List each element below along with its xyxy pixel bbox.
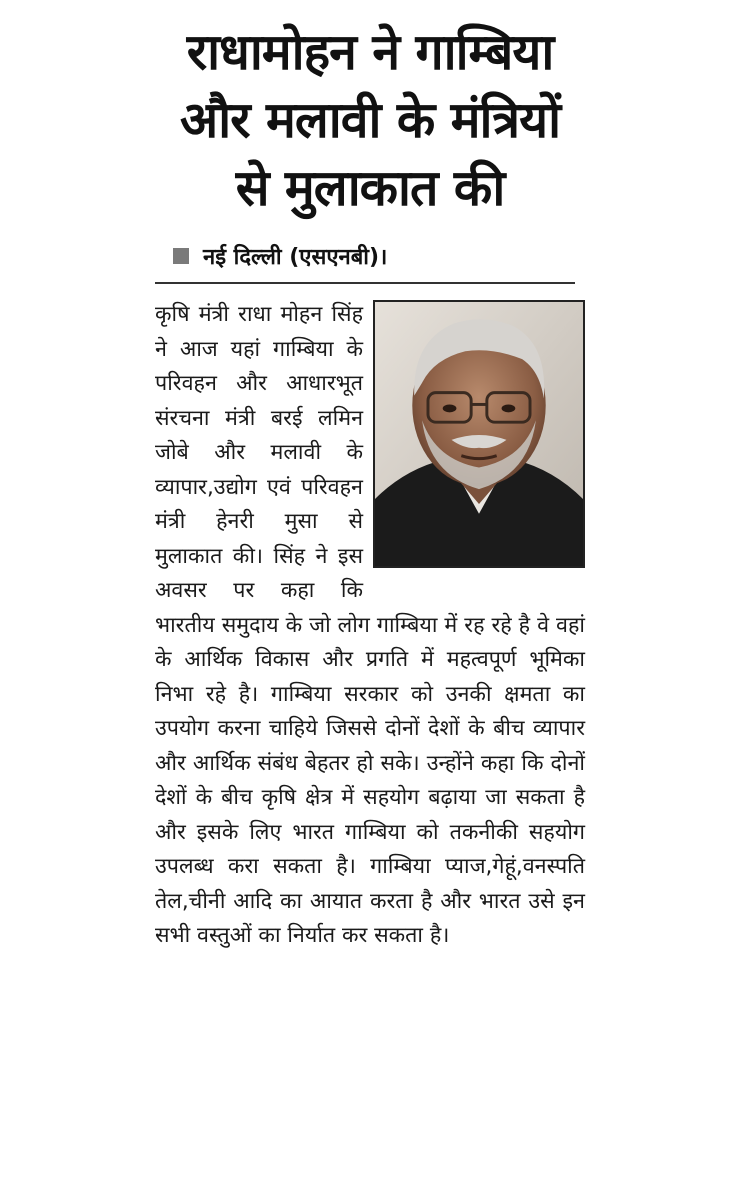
portrait-photo [373,300,585,568]
square-bullet-icon [173,248,189,264]
headline-line-1: राधामोहन ने गाम्बिया [186,23,554,81]
dateline-text: नई दिल्ली (एसएनबी)। [203,245,388,270]
news-clipping [155,0,585,1200]
dateline [155,238,585,274]
portrait-photo-icon [375,302,583,566]
article-body [155,298,585,954]
headline-line-3: से मुलाकात की [235,159,505,217]
headline-line-2: और मलावी के मंत्रियों [179,91,561,149]
divider-rule [155,282,575,284]
headline [155,18,585,222]
article-text: कृषि मंत्री राधा मोहन सिंह ने आज यहां गाम्बिया के परिवहन और आधारभूत संरचना मंत्री बरई लमिन जोबे और मलावी के व्यापार,उद्योग एवं परिवहन मंत्री हेनरी मुसा से मुलाकात की। सिंह ने इस अवसर पर कहा कि भारतीय समुदाय के जो लोग गाम्बिया में रह रहे है वे वहां के आर्थिक विकास और प्रगति में महत्वपूर्ण भूमिका निभा रहे है। गाम्बिया सरकार को उनकी क्षमता का उपयोग करना चाहिये जिससे दोनों देशों के बीच व्यापार और आर्थिक संबंध बेहतर हो सके। उन्होंने कहा कि दोनों देशों के बीच कृषि क्षेत्र में सहयोग बढ़ाया जा सकता है और इसके लिए भारत गाम्बिया को तकनीकी सहयोग उपलब्ध करा सकता है। गाम्बिया प्याज,गेहूं,वनस्पति तेल,चीनी आदि का आयात करता है और भारत उसे इन सभी वस्तुओं का निर्यात कर सकता है। [155,302,585,948]
